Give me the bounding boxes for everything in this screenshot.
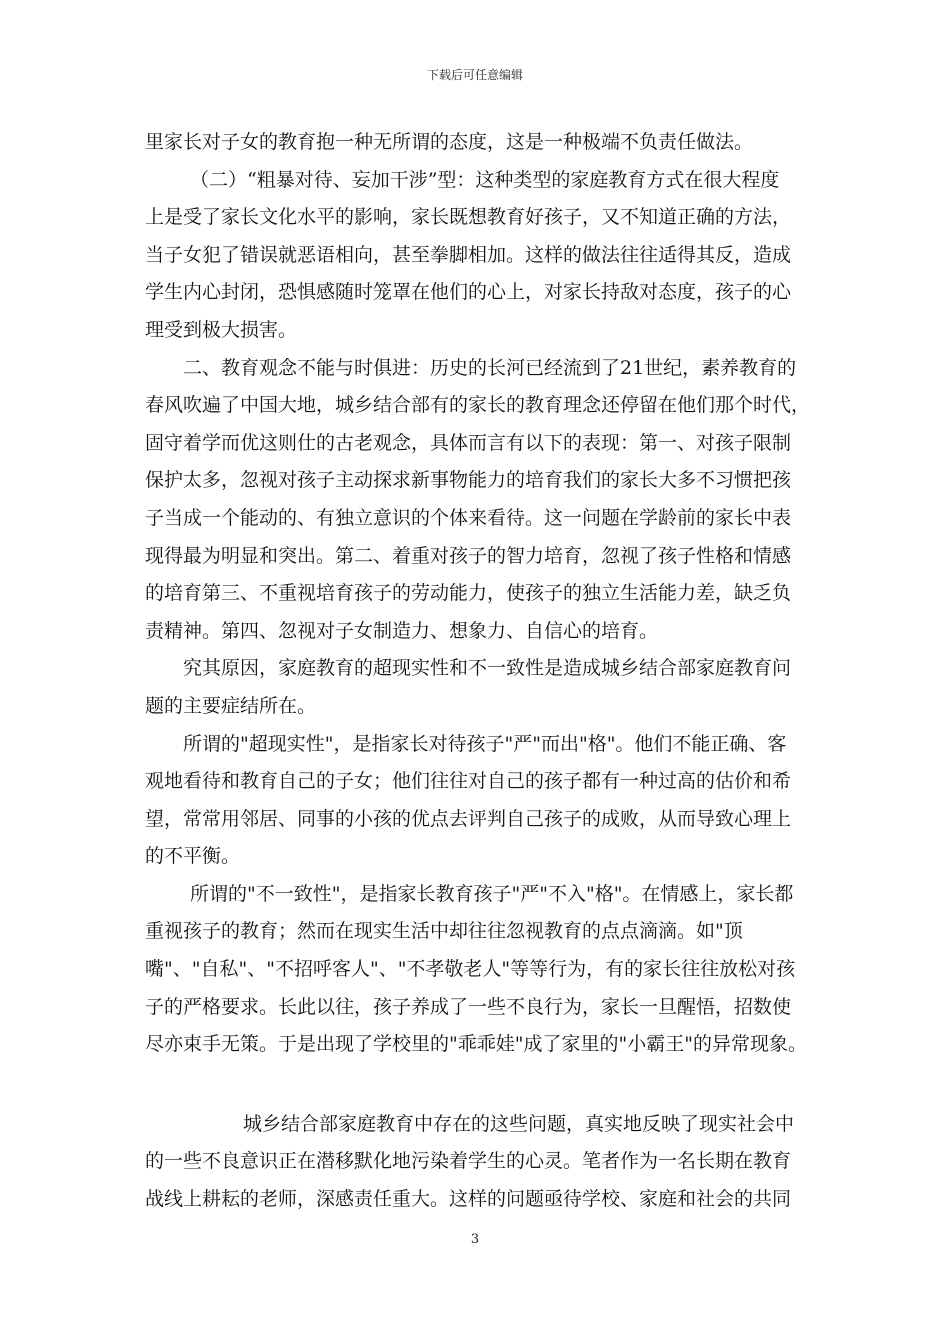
text-line: 城乡结合部家庭教育中存在的这些问题，真实地反映了现实社会中 <box>243 1112 795 1135</box>
text-line: 保护太多，忽视对孩子主动探求新事物能力的培育我们的家长大多不习惯把孩 <box>145 469 792 492</box>
text-line: 子的严格要求。长此以往，孩子养成了一些不良行为，家长一旦醒悟，招数使 <box>145 995 792 1018</box>
paragraph <box>145 1106 825 1219</box>
text-line: 重视孩子的教育；然而在现实生活中却往往忽视教育的点点滴滴。如"顶 <box>145 920 743 943</box>
text-line: 二、教育观念不能与时俱进：历史的长河已经流到了21世纪，素养教育的 <box>183 356 797 379</box>
paragraph <box>145 162 825 350</box>
body-top-block <box>145 124 825 1064</box>
text-line: 春风吹遍了中国大地，城乡结合部有的家长的教育理念还停留在他们那个时代， <box>145 394 811 417</box>
document-body <box>145 124 825 1219</box>
paragraph <box>145 650 825 725</box>
text-line: 学生内心封闭，恐惧感随时笼罩在他们的心上，对家长持敌对态度，孩子的心 <box>145 281 792 304</box>
text-line: 当子女犯了错误就恶语相向，甚至拳脚相加。这样的做法往往适得其反，造成 <box>145 243 792 266</box>
text-line: 嘴"、"自私"、"不招呼客人"、"不孝敬老人"等等行为，有的家长往往放松对孩 <box>145 958 796 981</box>
text-line: 固守着学而优这则仕的古老观念，具体而言有以下的表现：第一、对孩子限制 <box>145 431 792 454</box>
body-bottom-block <box>145 1106 825 1219</box>
text-line: 的培育第三、不重视培育孩子的劳动能力，使孩子的独立生活能力差，缺乏负 <box>145 582 792 605</box>
page-header: 下载后可任意编辑 <box>426 68 523 82</box>
text-line: 现得最为明显和突出。第二、着重对孩子的智力培育，忽视了孩子性格和情感 <box>145 544 792 567</box>
text-line: 子当成一个能动的、有独立意识的个体来看待。这一问题在学龄前的家长中表 <box>145 506 792 529</box>
paragraph <box>145 124 825 162</box>
text-line: 望，常常用邻居、同事的小孩的优点去评判自己孩子的成败，从而导致心理上 <box>145 807 792 830</box>
text-line: 里家长对子女的教育抱一种无所谓的态度，这是一种极端不负责任做法。 <box>145 131 754 153</box>
text-line: 所谓的"不一致性"，是指家长教育孩子"严"不入"格"。在情感上，家长都 <box>190 882 794 905</box>
text-line: 理受到极大损害。 <box>145 318 298 341</box>
text-line: 战线上耕耘的老师，深感责任重大。这样的问题亟待学校、家庭和社会的共同 <box>145 1188 792 1211</box>
text-line: 的不平衡。 <box>145 845 241 868</box>
paragraph <box>145 876 825 1064</box>
text-line: 究其原因，家庭教育的超现实性和不一致性是造成城乡结合部家庭教育问 <box>183 657 792 680</box>
paragraph-gap <box>145 1064 825 1106</box>
text-line: 观地看待和教育自己的子女；他们往往对自己的孩子都有一种过高的估价和希 <box>145 770 792 793</box>
text-line: 责精神。第四、忽视对子女制造力、想象力、自信心的培育。 <box>145 619 659 642</box>
text-line: 题的主要症结所在。 <box>145 694 317 717</box>
text-line: 的一些不良意识正在潜移默化地污染着学生的心灵。笔者作为一名长期在教育 <box>145 1150 792 1173</box>
text-line: 上是受了家长文化水平的影响，家长既想教育好孩子，又不知道正确的方法， <box>145 206 792 229</box>
text-line: 尽亦束手无策。于是出现了学校里的"乖乖娃"成了家里的"小霸王"的异常现象。 <box>145 1033 807 1056</box>
paragraph <box>145 726 825 876</box>
page-number: 3 <box>470 1232 480 1247</box>
paragraph <box>145 350 825 651</box>
text-line: （二）“粗暴对待、妄加干涉”型：这种类型的家庭教育方式在很大程度 <box>190 168 780 191</box>
text-line: 所谓的"超现实性"，是指家长对待孩子"严"而出"格"。他们不能正确、客 <box>183 732 787 755</box>
